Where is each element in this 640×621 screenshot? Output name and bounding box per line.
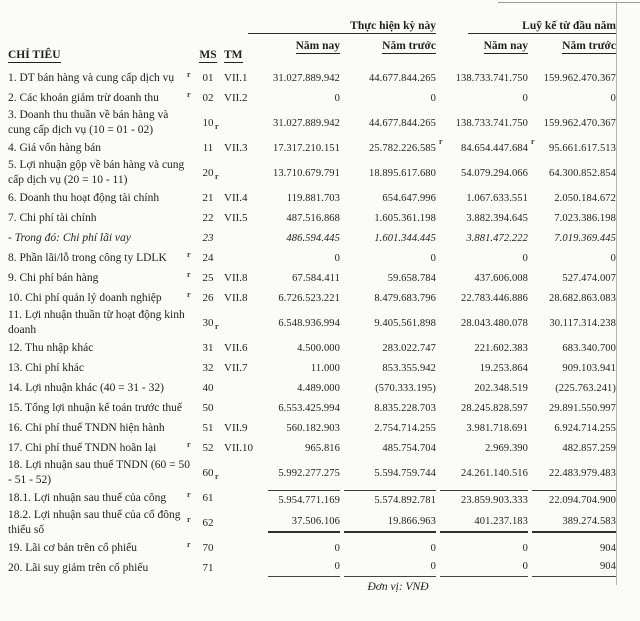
tm-note: VII.6 bbox=[224, 341, 248, 354]
column-header-ms: MS bbox=[199, 49, 217, 61]
table-row bbox=[0, 88, 640, 108]
ms-code: 31 bbox=[202, 341, 214, 354]
value-cell: 3.981.718.691 bbox=[466, 422, 528, 434]
row-label: 18.1. Lợi nhuận sau thuế của công bbox=[8, 491, 167, 504]
value-cell: 5.992.277.275 bbox=[278, 467, 340, 479]
table-row bbox=[0, 68, 640, 88]
review-tick-icon: r bbox=[187, 289, 191, 299]
row-label: 10. Chi phí quản lý doanh nghiệp bbox=[8, 291, 162, 304]
review-tick-icon: r bbox=[439, 136, 443, 146]
table-row bbox=[0, 308, 640, 338]
table-row bbox=[0, 158, 640, 188]
table-row bbox=[0, 358, 640, 378]
value-cell: 31.027.889.942 bbox=[272, 117, 340, 129]
value-cell: 30.117.314.238 bbox=[549, 317, 616, 329]
value-cell: 683.340.700 bbox=[562, 342, 616, 354]
ms-code: 71 bbox=[202, 561, 214, 574]
review-tick-icon: r bbox=[187, 489, 191, 499]
value-cell: 95.661.617.513 r bbox=[531, 136, 616, 154]
table-row bbox=[0, 228, 640, 248]
value-cell: 0 bbox=[440, 559, 528, 577]
column-header-cumulative-prior-year: Năm trước bbox=[562, 40, 616, 52]
value-cell: 28.043.480.078 bbox=[460, 317, 528, 329]
review-tick-icon: r bbox=[187, 439, 191, 449]
ms-code: 20 bbox=[202, 166, 214, 179]
table-row bbox=[0, 138, 640, 158]
row-label: 12. Thu nhập khác bbox=[8, 341, 94, 354]
value-cell: (570.333.195) bbox=[375, 382, 436, 394]
row-label: 20. Lãi suy giảm trên cổ phiếu bbox=[8, 561, 149, 574]
row-label: - Trong đó: Chi phí lãi vay bbox=[8, 231, 131, 244]
value-cell: 654.647.996 bbox=[382, 192, 436, 204]
value-cell: 5.594.759.744 bbox=[374, 467, 436, 479]
tm-note: VII.2 bbox=[224, 91, 248, 104]
value-cell: 560.182.903 bbox=[286, 422, 340, 434]
value-cell: 22.094.704.900 bbox=[532, 490, 616, 508]
table-row bbox=[0, 418, 640, 438]
value-cell: 0 bbox=[522, 252, 528, 264]
row-label: 13. Chi phí khác bbox=[8, 361, 85, 374]
value-cell: 482.857.259 bbox=[562, 442, 616, 454]
review-tick-icon: r bbox=[531, 136, 535, 146]
value-cell: 0 bbox=[344, 559, 436, 577]
value-cell: 1.067.633.551 bbox=[466, 192, 528, 204]
value-cell: 5.954.771.169 bbox=[268, 490, 340, 508]
value-cell: 138.733.741.750 bbox=[455, 72, 528, 84]
value-cell: 44.677.844.265 bbox=[368, 117, 436, 129]
value-cell: 0 bbox=[610, 92, 616, 104]
value-cell: 0 bbox=[522, 542, 528, 554]
value-cell: 0 bbox=[610, 252, 616, 264]
value-cell: 11.000 bbox=[310, 362, 340, 374]
value-cell: 3.882.394.645 bbox=[466, 212, 528, 224]
table-row bbox=[0, 108, 640, 138]
value-cell: 2.050.184.672 bbox=[554, 192, 616, 204]
row-label: 16. Chi phí thuế TNDN hiện hành bbox=[8, 421, 165, 434]
value-cell: 401.237.183 bbox=[440, 514, 528, 533]
value-cell: 23.859.903.333 bbox=[440, 490, 528, 508]
value-cell: 904 bbox=[599, 542, 616, 554]
ms-code: 01 r bbox=[187, 69, 214, 84]
ms-code: 21 bbox=[202, 191, 214, 204]
row-label: 19. Lãi cơ bản trên cổ phiếu bbox=[8, 541, 138, 554]
tm-note: VII.7 bbox=[224, 361, 248, 374]
row-label: 5. Lợi nhuận gộp về bán hàng và cung cấp dịch vụ (20 = 10 - 11) bbox=[8, 159, 185, 186]
value-cell: 9.405.561.898 bbox=[374, 317, 436, 329]
column-header-item: CHỈ TIÊU bbox=[8, 49, 61, 61]
ms-code: 52 r bbox=[187, 439, 214, 454]
ms-code: 24 r bbox=[187, 249, 214, 264]
column-group-current-period: Thực hiện kỳ này bbox=[248, 20, 436, 34]
table-row bbox=[0, 248, 640, 268]
ms-code: 23 bbox=[202, 231, 214, 244]
value-cell: (225.763.241) bbox=[555, 382, 616, 394]
tm-note: VII.10 bbox=[224, 441, 254, 454]
value-cell: 283.022.747 bbox=[382, 342, 436, 354]
review-tick-icon: r bbox=[187, 514, 191, 524]
table-row bbox=[0, 268, 640, 288]
ms-code: 40 bbox=[202, 381, 214, 394]
table-row bbox=[0, 288, 640, 308]
table-row bbox=[0, 438, 640, 458]
ms-code: 51 bbox=[202, 421, 214, 434]
value-cell: 7.023.386.198 bbox=[554, 212, 616, 224]
column-header-tm: TM bbox=[224, 49, 243, 61]
row-label: 4. Giá vốn hàng bán bbox=[8, 141, 101, 154]
value-cell: 19.866.963 bbox=[344, 514, 436, 533]
table-header-row bbox=[0, 40, 640, 63]
row-label: 11. Lợi nhuận thuần từ hoạt động kinh doanh bbox=[8, 309, 185, 336]
value-cell: 8.479.683.796 bbox=[374, 292, 436, 304]
value-cell: 3.881.472.222 bbox=[466, 232, 528, 244]
table-row bbox=[0, 508, 640, 538]
value-cell: 7.019.369.445 bbox=[554, 232, 616, 244]
review-tick-icon: r bbox=[187, 269, 191, 279]
row-label: 18. Lợi nhuận sau thuế TNDN (60 = 50 - 51 - 52) bbox=[8, 459, 190, 486]
value-cell: 119.881.703 bbox=[286, 192, 340, 204]
value-cell: 202.348.519 bbox=[474, 382, 528, 394]
value-cell: 31.027.889.942 bbox=[272, 72, 340, 84]
value-cell: 6.726.523.221 bbox=[278, 292, 340, 304]
value-cell: 59.658.784 bbox=[387, 272, 436, 284]
ms-code: 11 bbox=[202, 141, 214, 154]
value-cell: 909.103.941 bbox=[562, 362, 616, 374]
value-cell: 13.710.679.791 bbox=[272, 167, 340, 179]
review-tick-icon: r bbox=[215, 172, 219, 181]
tm-note: VII.8 bbox=[224, 271, 248, 284]
value-cell: 159.962.470.367 bbox=[543, 117, 616, 129]
ms-code: 25 r bbox=[187, 269, 214, 284]
tm-note: VII.5 bbox=[224, 211, 248, 224]
review-tick-icon: r bbox=[187, 89, 191, 99]
value-cell: 965.816 bbox=[305, 442, 340, 454]
tm-note: VII.8 bbox=[224, 291, 248, 304]
table-row bbox=[0, 538, 640, 558]
value-cell: 485.754.704 bbox=[382, 442, 436, 454]
value-cell: 17.317.210.151 bbox=[272, 142, 340, 154]
unit-label: Đơn vị: VNĐ bbox=[367, 581, 429, 593]
row-label: 1. DT bán hàng và cung cấp dịch vụ bbox=[8, 71, 175, 84]
value-cell: 18.895.617.680 bbox=[368, 167, 436, 179]
value-cell: 0 bbox=[430, 252, 436, 264]
value-cell: 0 bbox=[430, 92, 436, 104]
value-cell: 22.483.979.483 bbox=[548, 467, 616, 479]
value-cell: 0 bbox=[334, 92, 340, 104]
row-label: 8. Phần lãi/lỗ trong công ty LDLK bbox=[8, 251, 167, 264]
column-header-current-this-year: Năm nay bbox=[295, 40, 340, 52]
value-cell: 138.733.741.750 bbox=[455, 117, 528, 129]
value-cell: 1.605.361.198 bbox=[374, 212, 436, 224]
ms-code: 30 bbox=[202, 316, 214, 329]
value-cell: 29.891.550.997 bbox=[548, 402, 616, 414]
value-cell: 2.969.390 bbox=[485, 442, 528, 454]
value-cell: 28.682.863.083 bbox=[548, 292, 616, 304]
value-cell: 159.962.470.367 bbox=[543, 72, 616, 84]
table-row bbox=[0, 208, 640, 228]
value-cell: 4.500.000 bbox=[297, 342, 340, 354]
review-tick-icon: r bbox=[215, 472, 219, 481]
ms-code: 32 bbox=[202, 361, 214, 374]
ms-code: 62 r bbox=[187, 514, 214, 529]
value-cell: 0 bbox=[430, 542, 436, 554]
column-group-cumulative: Luỹ kế từ đầu năm bbox=[468, 20, 616, 34]
row-label: 7. Chi phí tài chính bbox=[8, 211, 97, 224]
column-header-current-prior-year: Năm trước bbox=[382, 40, 436, 52]
row-label: 2. Các khoản giảm trừ doanh thu bbox=[8, 91, 159, 104]
value-cell: 5.574.892.781 bbox=[344, 490, 436, 508]
value-cell: 0 bbox=[334, 542, 340, 554]
value-cell: 84.654.447.684 r bbox=[439, 136, 528, 154]
tm-note: VII.9 bbox=[224, 421, 248, 434]
value-cell: 24.261.140.516 bbox=[460, 467, 528, 479]
value-cell: 221.602.383 bbox=[474, 342, 528, 354]
review-tick-icon: r bbox=[187, 69, 191, 79]
review-tick-icon: r bbox=[187, 249, 191, 259]
ms-code: 26 r bbox=[187, 289, 214, 304]
value-cell: 853.355.942 bbox=[382, 362, 436, 374]
table-row bbox=[0, 378, 640, 398]
value-cell: 8.835.228.703 bbox=[374, 402, 436, 414]
value-cell: 67.584.411 bbox=[292, 272, 340, 284]
table-row bbox=[0, 488, 640, 508]
value-cell: 37.506.106 bbox=[268, 514, 340, 533]
review-tick-icon: r bbox=[187, 539, 191, 549]
value-cell: 4.489.000 bbox=[297, 382, 340, 394]
page-border-top bbox=[498, 2, 640, 3]
row-label: 14. Lợi nhuận khác (40 = 31 - 32) bbox=[8, 381, 164, 394]
ms-code: 10 bbox=[202, 116, 214, 129]
value-cell: 44.677.844.265 bbox=[368, 72, 436, 84]
row-label: 9. Chi phí bán hàng bbox=[8, 271, 99, 284]
ms-code: 22 bbox=[202, 211, 214, 224]
ms-code: 02 r bbox=[187, 89, 214, 104]
column-header-cumulative-this-year: Năm nay bbox=[483, 40, 528, 52]
tm-note: VII.3 bbox=[224, 141, 248, 154]
tm-note: VII.1 bbox=[224, 71, 248, 84]
value-cell: 54.079.294.066 bbox=[460, 167, 528, 179]
value-cell: 527.474.007 bbox=[562, 272, 616, 284]
value-cell: 0 bbox=[268, 559, 340, 577]
table-row bbox=[0, 338, 640, 358]
value-cell: 0 bbox=[522, 92, 528, 104]
row-label: 3. Doanh thu thuần về bán hàng và cung cấp dịch vụ (10 = 01 - 02) bbox=[8, 109, 169, 136]
value-cell: 6.548.936.994 bbox=[278, 317, 340, 329]
table-row bbox=[0, 558, 640, 578]
value-cell: 6.553.425.994 bbox=[278, 402, 340, 414]
value-cell: 0 bbox=[334, 252, 340, 264]
ms-code: 70 r bbox=[187, 539, 214, 554]
row-label: 6. Doanh thu hoạt động tài chính bbox=[8, 191, 160, 204]
income-statement-table bbox=[0, 68, 640, 593]
tm-note: VII.4 bbox=[224, 191, 248, 204]
row-label: 18.2. Lợi nhuận sau thuế của cổ đông thiểu số bbox=[8, 509, 181, 536]
value-cell: 437.606.008 bbox=[474, 272, 528, 284]
value-cell: 64.300.852.854 bbox=[548, 167, 616, 179]
review-tick-icon: r bbox=[215, 322, 219, 331]
value-cell: 1.601.344.445 bbox=[374, 232, 436, 244]
value-cell: 6.924.714.255 bbox=[554, 422, 616, 434]
table-body bbox=[0, 68, 640, 578]
review-tick-icon: r bbox=[215, 122, 219, 131]
ms-code: 61 r bbox=[187, 489, 214, 504]
table-row bbox=[0, 188, 640, 208]
row-label: 17. Chi phí thuế TNDN hoãn lại bbox=[8, 441, 157, 454]
value-cell: 486.594.445 bbox=[286, 232, 340, 244]
ms-code: 60 bbox=[202, 466, 214, 479]
table-row bbox=[0, 458, 640, 488]
value-cell: 19.253.864 bbox=[479, 362, 528, 374]
row-label: 15. Tổng lợi nhuận kế toán trước thuế bbox=[8, 401, 183, 414]
value-cell: 487.516.868 bbox=[286, 212, 340, 224]
value-cell: 389.274.583 bbox=[532, 514, 616, 533]
value-cell: 904 bbox=[532, 559, 616, 577]
value-cell: 28.245.828.597 bbox=[460, 402, 528, 414]
value-cell: 2.754.714.255 bbox=[374, 422, 436, 434]
value-cell: 22.783.446.886 bbox=[460, 292, 528, 304]
value-cell: 25.782.226.585 bbox=[368, 142, 436, 154]
ms-code: 50 bbox=[202, 401, 214, 414]
table-row bbox=[0, 398, 640, 418]
